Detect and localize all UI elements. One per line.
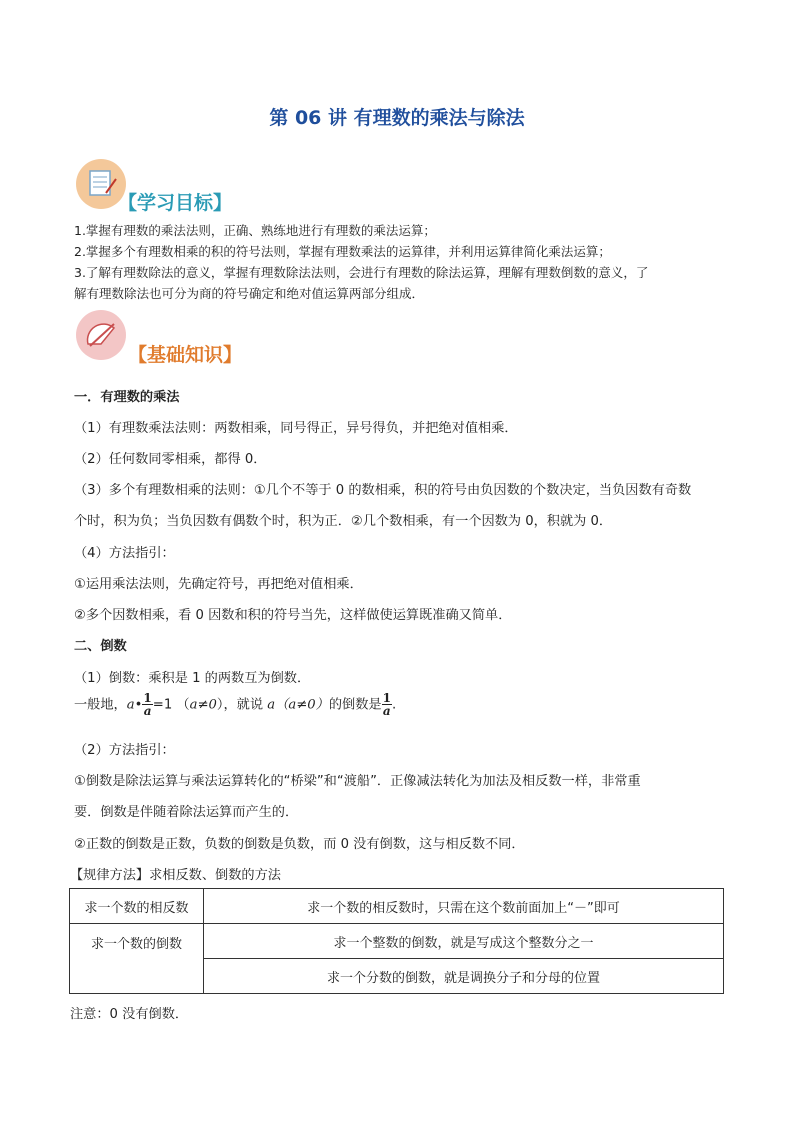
paragraph: （1）有理数乘法法则：两数相乘，同号得正，异号得负，并把绝对值相乘．	[74, 421, 518, 436]
fraction: $\frac{1}{a}$	[143, 691, 152, 718]
table-cell: 求一个数的相反数	[70, 889, 204, 924]
table-row	[70, 924, 724, 959]
page-title: 第 06 讲 有理数的乘法与除法	[269, 107, 525, 129]
paragraph: ①运用乘法法则，先确定符号，再把绝对值相乘．	[74, 577, 363, 592]
rule-title: 【规律方法】求相反数、倒数的方法	[70, 868, 281, 883]
table-row	[70, 889, 724, 924]
table-cell: 求一个数的相反数时，只需在这个数前面加上“－”即可	[204, 889, 724, 924]
section-title: 一．有理数的乘法	[74, 390, 180, 405]
paragraph: （2）方法指引：	[74, 743, 175, 758]
table-cell: 求一个数的倒数	[70, 924, 204, 994]
note: 注意：0 没有倒数．	[70, 1007, 189, 1022]
paragraph: （1）倒数：乘积是 1 的两数互为倒数．	[74, 671, 311, 686]
goal-item: 1.掌握有理数的乘法法则，正确、熟练地进行有理数的乘法运算；	[74, 223, 436, 238]
method-table	[69, 888, 724, 994]
paragraph: ②多个因数相乘，看 0 因数和积的符号当先，这样做使运算既准确又简单．	[74, 608, 512, 623]
section-title: 二、倒数	[74, 639, 127, 654]
paragraph: （2）任何数同零相乘，都得 0．	[74, 452, 267, 467]
table-cell: 求一个整数的倒数，就是写成这个整数分之一	[204, 924, 724, 959]
protractor-icon	[76, 310, 126, 360]
table-cell: 求一个分数的倒数，就是调换分子和分母的位置	[204, 959, 724, 994]
paragraph: （4）方法指引：	[74, 546, 175, 561]
paragraph: ②正数的倒数是正数，负数的倒数是负数，而 0 没有倒数，这与相反数不同．	[74, 837, 525, 852]
paragraph: 要．倒数是伴随着除法运算而产生的．	[74, 805, 299, 820]
paragraph: （3）多个有理数相乘的法则：①几个不等于 0 的数相乘，积的符号由负因数的个数决定，当负因数有奇数	[74, 483, 692, 498]
basics-heading: 【基础知识】	[128, 344, 243, 366]
paragraph: ①倒数是除法运算与乘法运算转化的“桥梁”和“渡船”．正像减法转化为加法及相反数一样，非常重	[74, 774, 641, 789]
goal-item: 2.掌握多个有理数相乘的积的符号法则，掌握有理数乘法的运算律，并利用运算律简化乘法运算；	[74, 244, 611, 259]
goal-item: 3.了解有理数除法的意义，掌握有理数除法法则，会进行有理数的除法运算，理解有理数倒数的意义，了	[74, 265, 649, 280]
goals-heading: 【学习目标】	[118, 192, 233, 214]
paragraph: 个时，积为负；当负因数有偶数个时，积为正．②几个数相乘，有一个因数为 0，积就为 0．	[74, 514, 613, 529]
fraction: $\frac{1}{a}$	[382, 691, 391, 718]
goal-item: 解有理数除法也可分为商的符号确定和绝对值运算两部分组成．	[74, 286, 425, 301]
formula-line: 一般地，a• $\frac{1}{a}$ =1 （a≠0），就说 a（a≠0）的倒数是 $\frac{1}{a}$ .	[74, 691, 397, 718]
